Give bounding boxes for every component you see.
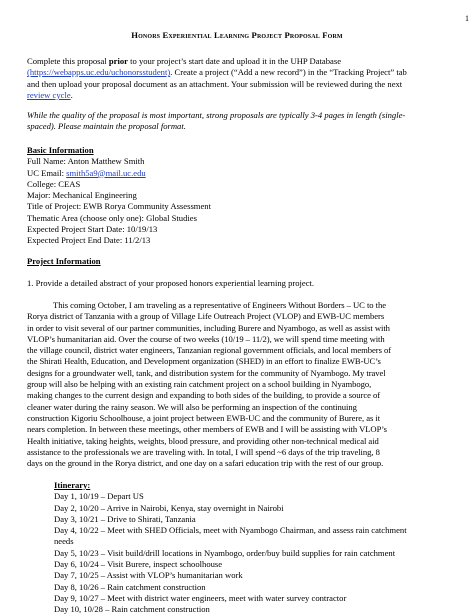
abstract-paragraph: [27, 300, 447, 469]
intro-line-1: [27, 56, 447, 67]
itinerary-item: Day 4, 10/22 – Meet with SHED Officials, meet with Nyambogo Chairman, and assess rain catchment: [54, 525, 407, 536]
abstract-line: designs for a groundwater well, tank, and distribution system for the community of Nyambogo. My travel: [27, 367, 386, 378]
uc-email-row: [27, 168, 447, 179]
uc-email-link[interactable]: smith5a9@mail.uc.edu: [66, 167, 146, 178]
end-date: Expected Project End Date: 11/2/13: [27, 235, 151, 246]
basic-info-heading: Basic Information: [27, 145, 94, 155]
project-info-heading: Project Information: [27, 256, 101, 266]
intro-text-b: to your project’s start date and upload it in the UHP Database: [127, 56, 342, 66]
page-number: 1: [465, 14, 469, 23]
itinerary-item: Day 10, 10/28 – Rain catchment construction: [54, 604, 210, 615]
college: College: CEAS: [27, 178, 81, 189]
intro-line-2: [27, 67, 447, 78]
intro-paragraph: [27, 56, 447, 101]
abstract-line: Rorya district of Tanzania with a group of Village Life Outreach Project (VLOP) and EWB-UC members: [27, 311, 385, 322]
abstract-line: days on the ground in the Rorya district, and one day on a safari education trip with the rest of our group.: [27, 458, 384, 469]
abstract-line: Health initiative, taking heights, weights, blood pressure, and providing other non-technical medical aid: [27, 435, 379, 446]
itinerary-heading: Itinerary:: [54, 480, 91, 490]
itinerary-item: Day 9, 10/27 – Meet with district water engineers, meet with water survey contractor: [54, 592, 347, 603]
abstract-line: making changes to the current design and expanding to both sides of the building, to provide a source of: [27, 390, 381, 401]
intro-text-a: Complete this proposal: [27, 56, 109, 66]
major: Major: Mechanical Engineering: [27, 190, 137, 201]
intro-text-c: . Create a project (“Add a new record”) in the “Tracking Project” tab: [170, 67, 407, 78]
thematic-area: Thematic Area (choose only one): Global Studies: [27, 212, 197, 223]
uhp-database-link[interactable]: (https://webapps.uc.edu/uchonorsstudent): [27, 67, 171, 78]
form-title: [0, 30, 474, 40]
itinerary-item: Day 1, 10/19 – Depart US: [54, 491, 144, 502]
abstract-line: group will also be helping with an existing rain catchment project on a school building in Nyambogo,: [27, 379, 372, 390]
itinerary-item: Day 8, 10/26 – Rain catchment construction: [54, 581, 206, 592]
abstract-line: the Shirati Health, Education, and Development organization (SHED) in an effort to finalize EWB-UC’s: [27, 356, 381, 367]
intro-prior-bold: prior: [108, 56, 128, 66]
length-note-line-1: While the quality of the proposal is most important, strong proposals are typically 3-4 pages in length (single-: [27, 110, 406, 120]
itinerary-section: [54, 480, 454, 616]
uc-email-label: UC Email:: [27, 167, 67, 178]
itinerary-item: Day 6, 10/24 – Visit Burere, inspect schoolhouse: [54, 559, 223, 570]
project-info-section: [27, 256, 447, 267]
abstract-line: the village council, district water engineers, Tanzanian regional government officials, and local members of: [27, 345, 392, 356]
project-title: Title of Project: EWB Rorya Community Assessment: [27, 201, 211, 212]
intro-text-end: .: [70, 89, 73, 100]
abstract-line: This coming October, I am traveling as a representative of Engineers Without Borders – UC to the: [53, 300, 386, 310]
itinerary-item: Day 3, 10/21 – Drive to Shirati, Tanzania: [54, 513, 196, 524]
abstract-line: VLOP’s humanitarian aid. Over the course of two weeks (10/19 – 11/2), we will spend time meeting with: [27, 333, 385, 344]
abstract-line: in order to visit several of our partner communities, including Burere and Nyambogo, as well as assist with: [27, 322, 390, 333]
abstract-line: assistance to the professionals we are traveling with. In total, I will spend ~6 days of the trip traveling, 8: [27, 446, 380, 457]
review-cycle-link[interactable]: review cycle: [27, 89, 71, 100]
abstract-line: cleaner water during the rainy season. We will also be performing an inspection of the continuing: [27, 401, 357, 412]
intro-line-3: and then upload your proposal document as an attachment. Your submission will be reviewed during the next: [27, 78, 403, 89]
length-note-line-2: spaced). Please maintain the proposal format.: [27, 121, 186, 132]
itinerary-item: Day 2, 10/20 – Arrive in Nairobi, Kenya, stay overnight in Nairobi: [54, 502, 284, 513]
abstract-line: construction Kigoriu Schoolhouse, a joint project between EWB-UC and the community of Burere, as it: [27, 412, 381, 423]
itinerary-item: Day 7, 10/25 – Assist with VLOP’s humanitarian work: [54, 570, 243, 581]
question-1-text: 1. Provide a detailed abstract of your proposed honors experiential learning project.: [27, 278, 315, 288]
intro-line-4: [27, 90, 447, 101]
itinerary-item: Day 5, 10/23 – Visit build/drill locations in Nyambogo, order/buy build supplies for rain catchment: [54, 547, 396, 558]
abstract-line: nears completion. In between these meetings, other members of EWB and I will be assisting with VLOP’s: [27, 424, 387, 435]
itinerary-item: needs: [54, 536, 74, 547]
question-1: [27, 278, 447, 289]
basic-info-section: [27, 145, 447, 247]
form-title-text: Honors Experiential Learning Project Proposal Form: [131, 30, 343, 40]
length-note: [27, 110, 447, 133]
start-date: Expected Project Start Date: 10/19/13: [27, 224, 158, 235]
full-name: Full Name: Anton Matthew Smith: [27, 156, 145, 167]
